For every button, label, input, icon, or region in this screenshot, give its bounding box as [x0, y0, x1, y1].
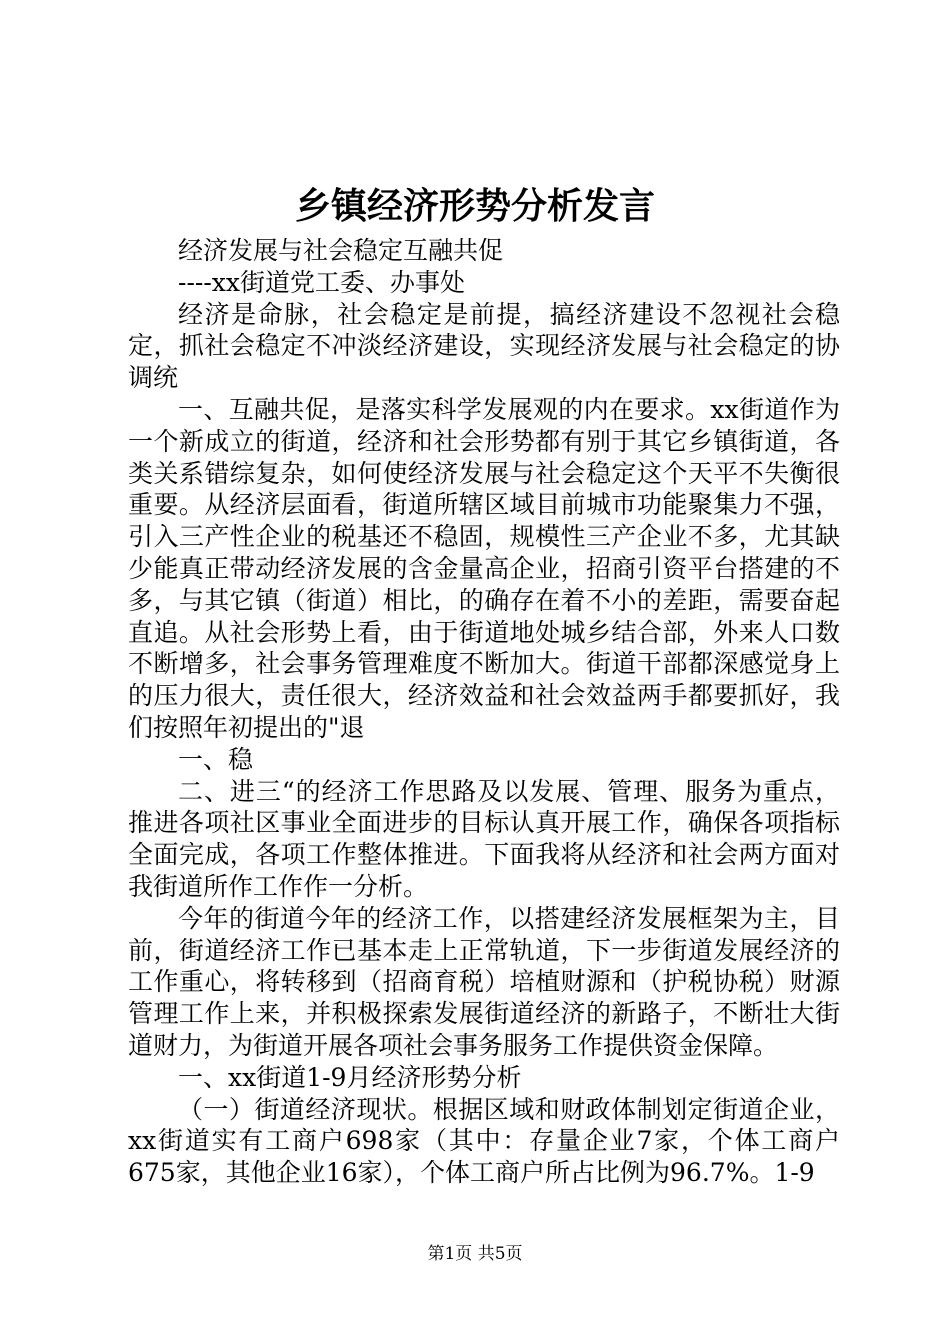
paragraph: 一、稳	[178, 744, 254, 774]
paragraph: （一）街道经济现状。根据区域和财政体制划定街道企业，xx街道实有工商户698家（其中：存量企业7家，个体工商户675家，其他企业16家），个体工商户所占比例为96.7%。1-9	[128, 1094, 840, 1188]
page-footer: 第1页 共5页	[427, 1244, 523, 1264]
subtitle: 经济发展与社会稳定互融共促	[178, 236, 504, 265]
paragraph: 一、互融共促，是落实科学发展观的内在要求。xx街道作为一个新成立的街道，经济和社会形势都有别于其它乡镇街道，各类关系错综复杂，如何使经济发展与社会稳定这个天平不失衡很重要。从经济层面看，街道所辖区域目前城市功能聚集力不强，引入三产性企业的税基还不稳固，规模性三产企业不多，尤其缺少能真正带动经济发展的含金量高企业，招商引资平台搭建的不多，与其它镇（街道）相比，的确存在着不小的差距，需要奋起直追。从社会形势上看，由于街道地处城乡结合部，外来人口数不断增多，社会事务管理难度不断加大。街道干部都深感觉身上的压力很大，责任很大，经济效益和社会效益两手都要抓好，我们按照年初提出的"退	[128, 394, 840, 742]
page-title: 乡镇经济形势分析发言	[294, 186, 655, 227]
paragraph: 今年的街道今年的经济工作，以搭建经济发展框架为主，目前，街道经济工作已基本走上正常轨道，下一步街道发展经济的工作重心，将转移到（招商育税）培植财源和（护税协税）财源管理工作上来，并积极探索发展街道经济的新路子，不断壮大街道财力，为街道开展各项社会事务服务工作提供资金保障。	[128, 903, 840, 1060]
paragraph: 经济是命脉，社会稳定是前提，搞经济建设不忽视社会稳定，抓社会稳定不冲淡经济建设，实现经济发展与社会稳定的协调统	[128, 299, 840, 393]
document-body	[128, 235, 840, 1189]
author-line: ----xx街道党工委、办事处	[178, 267, 465, 297]
section-heading: 一、xx街道1-9月经济形势分析	[178, 1062, 522, 1092]
paragraph: 二、进三“的经济工作思路及以发展、管理、服务为重点，推进各项社区事业全面进步的目标认真开展工作，确保各项指标全面完成，各项工作整体推进。下面我将从经济和社会两方面对我街道所作工作作一分析。	[128, 776, 840, 901]
